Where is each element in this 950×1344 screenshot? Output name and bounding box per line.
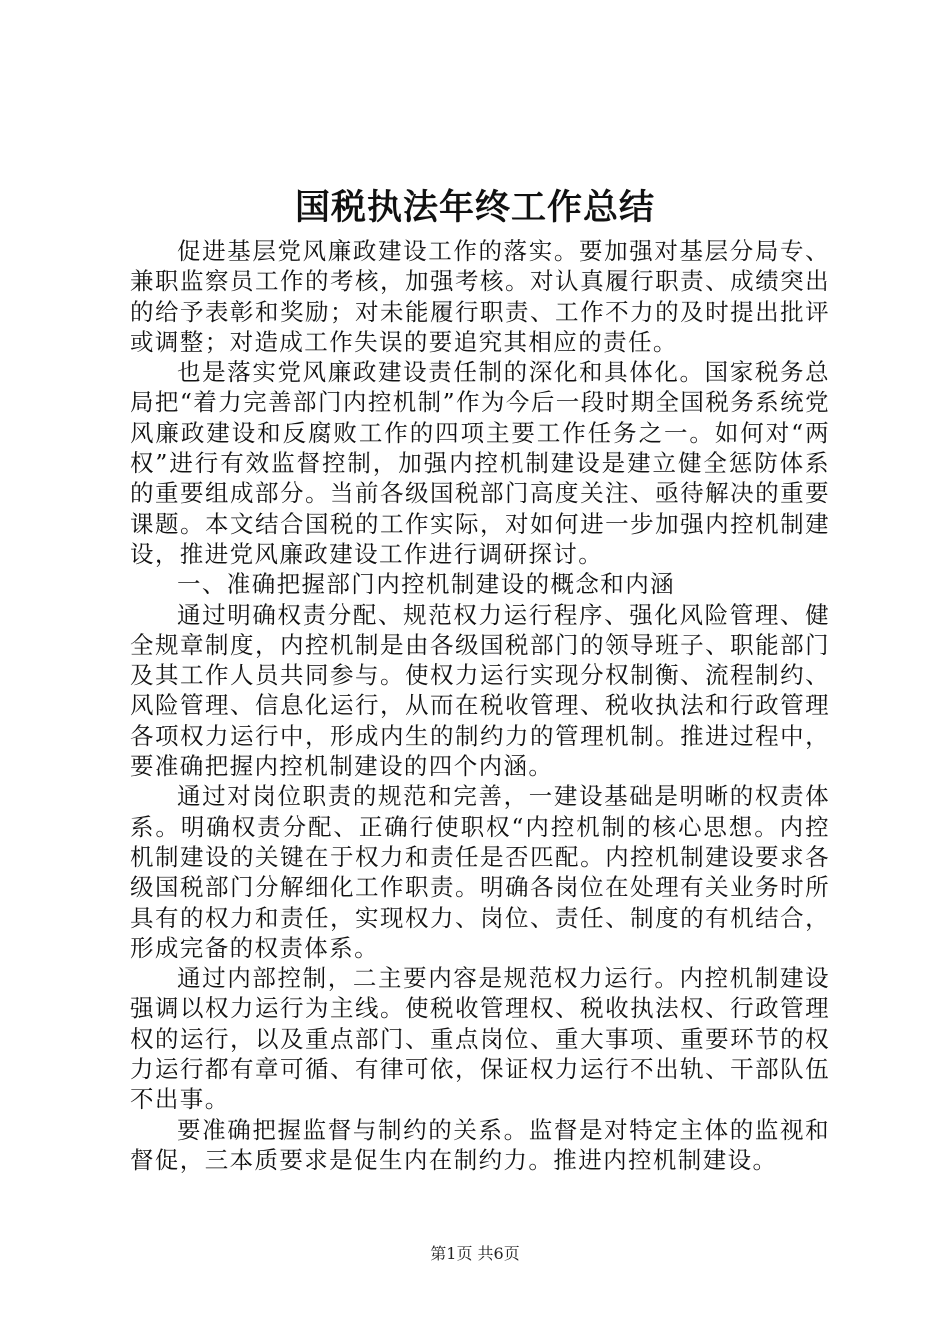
paragraph: 也是落实党风廉政建设责任制的深化和具体化。国家税务总局把“着力完善部门内控机制”作为今后一段时期全国税务系统党风廉政建设和反腐败工作的四项主要工作任务之一。如何对“两权”进行有效监督控制，加强内控机制建设是建立健全惩防体系的重要组成部分。当前各级国税部门高度关注、亟待解决的重要课题。本文结合国税的工作实际，对如何进一步加强内控机制建设，推进党风廉政建设工作进行调研探讨。 bbox=[130, 358, 830, 568]
section-heading: 一、准确把握部门内控机制建设的概念和内涵 bbox=[177, 570, 675, 599]
paragraph: 要准确把握监督与制约的关系。监督是对特定主体的监视和督促，三本质要求是促生内在制约力。推进内控机制建设。 bbox=[130, 1115, 830, 1174]
page-number-footer: 第1页 共6页 bbox=[430, 1244, 520, 1263]
paragraph: 通过明确权责分配、规范权力运行程序、强化风险管理、健全规章制度，内控机制是由各级国税部门的领导班子、职能部门及其工作人员共同参与。使权力运行实现分权制衡、流程制约、风险管理、信息化运行，从而在税收管理、税收执法和行政管理各项权力运行中，形成内生的制约力的管理机制。推进过程中，要准确把握内控机制建设的四个内涵。 bbox=[130, 600, 830, 781]
document-title: 国税执法年终工作总结 bbox=[294, 187, 655, 228]
paragraph: 通过对岗位职责的规范和完善，一建设基础是明晰的权责体系。明确权责分配、正确行使职权“内控机制的核心思想。内控机制建设的关键在于权力和责任是否匹配。内控机制建设要求各级国税部门分解细化工作职责。明确各岗位在处理有关业务时所具有的权力和责任，实现权力、岗位、责任、制度的有机结合，形成完备的权责体系。 bbox=[130, 782, 830, 962]
paragraph: 通过内部控制，二主要内容是规范权力运行。内控机制建设强调以权力运行为主线。使税收管理权、税收执法权、行政管理权的运行，以及重点部门、重点岗位、重大事项、重要环节的权力运行都有章可循、有律可依，保证权力运行不出轨、干部队伍不出事。 bbox=[130, 964, 830, 1114]
document-body bbox=[130, 236, 830, 1175]
paragraph: 促进基层党风廉政建设工作的落实。要加强对基层分局专、兼职监察员工作的考核，加强考核。对认真履行职责、成绩突出的给予表彰和奖励；对未能履行职责、工作不力的及时提出批评或调整；对造成工作失误的要追究其相应的责任。 bbox=[130, 237, 830, 356]
